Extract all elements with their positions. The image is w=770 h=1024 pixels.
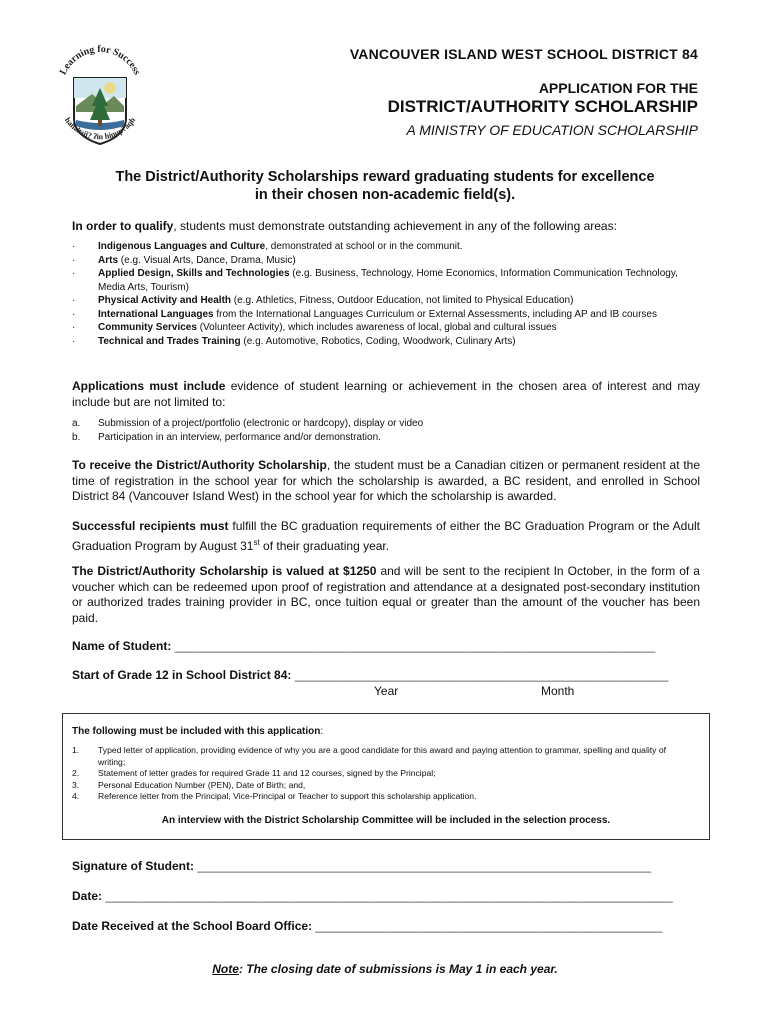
note-label: Note	[212, 962, 239, 976]
area-item	[72, 294, 702, 308]
area-detail: from the International Languages Curriculum or External Assessments, including AP and IB courses	[213, 308, 657, 320]
area-detail: (e.g. Athletics, Fitness, Outdoor Education, not limited to Physical Education)	[231, 295, 574, 306]
value-text: and will be sent to the recipient In October, in the form of a voucher which can be redeemed upon proof of registration and attendance at a designated post-secondary institution or authorized trades training provider in BC, once tuition equal or greater than the amount of the voucher has been paid.	[72, 564, 700, 625]
area-name: Indigenous Languages and Culture	[98, 241, 266, 252]
date-blank-line: _____________________________________________________________________________________	[105, 889, 673, 903]
requirement-text: Typed letter of application, providing evidence of why you are a good candidate for this award and paying attention to grammar, spelling and quality of writing;	[98, 745, 667, 767]
option-text: Submission of a project/portfolio (electronic or hardcopy), display or video	[98, 418, 424, 429]
requirements-list	[72, 745, 692, 803]
signature-field[interactable]	[72, 859, 700, 873]
date-label: Date	[72, 889, 99, 903]
application-for: APPLICATION FOR THE	[538, 80, 698, 96]
bullet: ·	[72, 335, 76, 347]
requirement-marker: 3.	[72, 779, 80, 790]
start-blank-line: ________________________________________________________	[294, 668, 669, 682]
requirement-text: Statement of letter grades for required Grade 11 and 12 courses, signed by the Principal;	[98, 768, 436, 778]
date-received-blank-line: ____________________________________________________	[315, 919, 663, 933]
receive-lead: To receive the District/Authority Scholarship	[72, 458, 327, 472]
bullet: ·	[72, 322, 76, 333]
recipients-paragraph	[72, 519, 700, 554]
date-received-label: Date Received at the School Board Office	[72, 919, 309, 933]
svg-text:Learning for Success	[58, 44, 143, 77]
ministry-subtitle: A MINISTRY OF EDUCATION SCHOLARSHIP	[406, 122, 698, 138]
option-marker: b.	[72, 431, 81, 443]
colon: :	[190, 859, 194, 873]
area-name: Applied Design, Skills and Technologies	[98, 268, 290, 279]
requirement-marker: 2.	[72, 768, 80, 778]
recipients-text-1: fulfill the BC graduation requirements of either the BC Graduation Program or the Adult Graduation Program by August 31	[72, 519, 701, 553]
requirement-marker: 1.	[72, 745, 80, 755]
option-item	[72, 417, 700, 431]
name-blank-line: ________________________________________________________________________	[174, 639, 656, 653]
area-item	[72, 335, 702, 349]
recipients-lead: Successful recipients must	[72, 519, 229, 533]
qualify-lead: In order to qualify	[72, 219, 174, 233]
bullet: ·	[72, 268, 76, 279]
area-name: International Languages	[98, 308, 214, 320]
area-name: Community Services	[98, 322, 197, 333]
interview-notice: An interview with the District Scholarship Committee will be included in the selection process.	[161, 815, 611, 826]
area-detail: (Volunteer Activity), which includes awareness of local, global and cultural issues	[196, 322, 557, 333]
area-detail: (e.g. Visual Arts, Dance, Drama, Music)	[118, 254, 296, 266]
requirement-text: Reference letter from the Principal, Vice-Principal or Teacher to support this scholarship application.	[98, 791, 477, 801]
date-received-field[interactable]	[72, 919, 700, 933]
year-caption: Year	[374, 684, 399, 698]
applications-paragraph	[72, 379, 700, 410]
logo-bottom-text: hahəłtsii? ʔin hinup?aqh	[62, 115, 138, 142]
start-label: Start of Grade 12 in School District 84	[72, 668, 288, 682]
name-of-student-field[interactable]	[72, 639, 700, 653]
area-item	[72, 254, 702, 268]
area-detail: (e.g. Automotive, Robotics, Coding, Woodwork, Culinary Arts)	[240, 335, 516, 347]
closing-date-note	[0, 962, 770, 976]
colon: :	[98, 889, 103, 903]
colon: :	[308, 919, 313, 933]
logo-top-text: Learning for Success	[57, 43, 143, 77]
areas-list	[72, 240, 702, 348]
bullet: ·	[72, 241, 76, 252]
options-list	[72, 417, 700, 444]
requirement-item	[72, 791, 692, 803]
note-text: : The closing date of submissions is May 1 in each year.	[238, 962, 558, 976]
option-marker: a.	[72, 418, 81, 429]
applications-lead: Applications must include	[72, 379, 226, 393]
qualify-text: , students must demonstrate outstanding achievement in any of the following areas:	[173, 219, 617, 233]
receive-text: , the student must be a Canadian citizen or permanent resident at the time of registration in the school year for which the scholarship is awarded, a BC resident, and enrolled in School District 84 (Vancouver Island West) in the school year for which the scholarship is awarded.	[72, 458, 700, 503]
area-detail: (e.g. Business, Technology, Home Economics, Information Communication Technology, Media Arts, Tourism)	[98, 268, 678, 293]
area-name: Physical Activity and Health	[98, 295, 232, 306]
applications-text: evidence of student learning or achievement in the chosen area of interest and may include but are not limited to:	[72, 379, 700, 409]
option-item	[72, 431, 700, 445]
area-item	[72, 308, 702, 322]
area-item	[72, 321, 702, 335]
scholarship-title: DISTRICT/AUTHORITY SCHOLARSHIP	[387, 97, 698, 116]
colon: :	[167, 639, 172, 653]
option-text: Participation in an interview, performance and/or demonstration.	[98, 431, 381, 443]
area-name: Arts	[98, 254, 119, 266]
area-item	[72, 240, 702, 254]
intro-line-2: in their chosen non-academic field(s).	[254, 187, 516, 203]
area-detail: , demonstrated at school or in the communit.	[265, 241, 463, 252]
bullet: ·	[72, 308, 76, 320]
district-logo	[52, 40, 148, 158]
value-paragraph	[72, 564, 700, 626]
requirement-item	[72, 768, 692, 780]
name-label: Name of Student	[72, 639, 168, 653]
requirement-text: Personal Education Number (PEN), Date of Birth; and,	[98, 779, 306, 790]
area-name: Technical and Trades Training	[98, 335, 241, 347]
requirements-title-text: The following must be included with this application	[72, 726, 321, 737]
signature-blank-line: ____________________________________________________________________	[197, 859, 652, 873]
qualify-paragraph	[72, 219, 700, 235]
value-lead: The District/Authority Scholarship is valued at $1250	[72, 564, 377, 578]
requirement-item	[72, 780, 692, 792]
recipients-sup: st	[253, 537, 260, 547]
requirement-marker: 4.	[72, 791, 80, 801]
month-caption: Month	[541, 684, 575, 698]
bullet: ·	[72, 254, 76, 266]
signature-label: Signature of Student	[72, 859, 190, 873]
grade-12-start-field[interactable]	[72, 668, 700, 682]
requirement-item	[72, 745, 692, 768]
receive-paragraph	[72, 458, 700, 505]
district-name: VANCOUVER ISLAND WEST SCHOOL DISTRICT 84	[349, 46, 698, 62]
colon: :	[320, 726, 324, 737]
bullet: ·	[72, 295, 76, 306]
intro-line-1: The District/Authority Scholarships reward graduating students for excellence	[115, 169, 655, 185]
requirements-title	[72, 726, 323, 737]
date-field[interactable]	[72, 889, 700, 903]
recipients-text-2: of their graduating year.	[259, 538, 390, 553]
intro-statement	[0, 168, 770, 204]
colon: :	[287, 668, 292, 682]
area-item	[72, 267, 702, 294]
